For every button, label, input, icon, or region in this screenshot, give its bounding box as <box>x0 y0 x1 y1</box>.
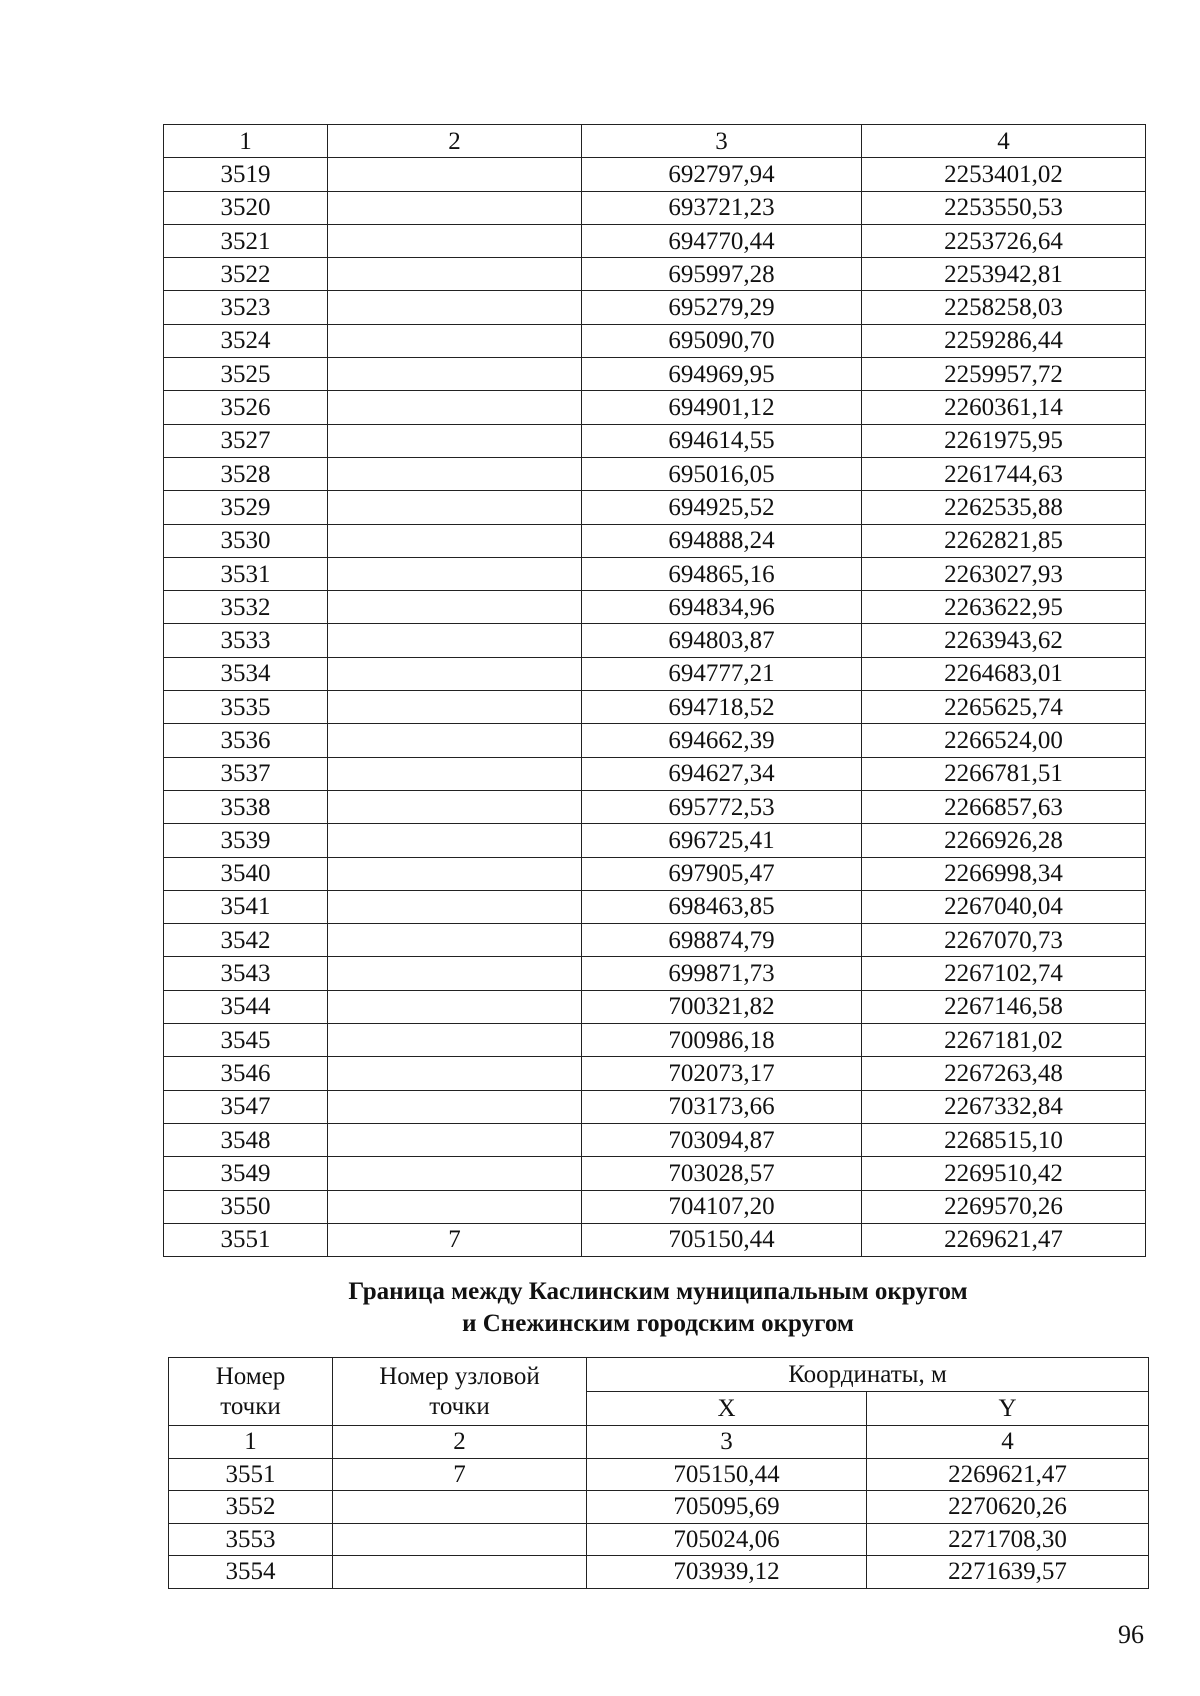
node-number-cell <box>328 724 582 757</box>
boundary-coordinates-table-body <box>169 1458 1149 1588</box>
node-number-cell <box>328 324 582 357</box>
point-number-cell: 3551 <box>169 1458 333 1491</box>
node-number-cell <box>328 591 582 624</box>
x-coordinate-cell: 703094,87 <box>582 1123 862 1156</box>
y-coordinate-cell: 2261744,63 <box>862 457 1146 490</box>
point-number-cell: 3534 <box>164 657 328 690</box>
point-number-cell: 3523 <box>164 291 328 324</box>
y-coordinate-cell: 2268515,10 <box>862 1123 1146 1156</box>
y-coordinate-cell: 2267263,48 <box>862 1057 1146 1090</box>
point-number-cell: 3553 <box>169 1523 333 1556</box>
node-number-cell <box>328 657 582 690</box>
table-row <box>164 424 1146 457</box>
x-coordinate-cell: 694834,96 <box>582 591 862 624</box>
table-row <box>164 1090 1146 1123</box>
x-coordinate-cell: 698463,85 <box>582 890 862 923</box>
point-number-cell: 3550 <box>164 1190 328 1223</box>
node-number-cell <box>328 424 582 457</box>
table-row <box>164 557 1146 590</box>
x-coordinate-cell: 694901,12 <box>582 391 862 424</box>
column-number: 2 <box>333 1426 587 1459</box>
y-coordinate-cell: 2267181,02 <box>862 1024 1146 1057</box>
x-coordinate-cell: 694777,21 <box>582 657 862 690</box>
point-number-cell: 3535 <box>164 691 328 724</box>
node-number-cell <box>328 924 582 957</box>
point-number-cell: 3549 <box>164 1157 328 1190</box>
table-row <box>164 391 1146 424</box>
y-coordinate-cell: 2267332,84 <box>862 1090 1146 1123</box>
point-number-cell: 3532 <box>164 591 328 624</box>
x-coordinate-cell: 698874,79 <box>582 924 862 957</box>
x-coordinate-cell: 694627,34 <box>582 757 862 790</box>
point-number-cell: 3538 <box>164 790 328 823</box>
node-number-cell <box>328 1190 582 1223</box>
point-number-cell: 3543 <box>164 957 328 990</box>
y-coordinate-cell: 2271639,57 <box>867 1556 1149 1589</box>
point-number-cell: 3554 <box>169 1556 333 1589</box>
point-number-cell: 3525 <box>164 358 328 391</box>
y-coordinate-cell: 2271708,30 <box>867 1523 1149 1556</box>
y-coordinate-cell: 2263622,95 <box>862 591 1146 624</box>
column-number: 2 <box>328 125 582 158</box>
point-number-cell: 3548 <box>164 1123 328 1156</box>
table-row <box>164 757 1146 790</box>
table-row <box>164 724 1146 757</box>
x-coordinate-cell: 704107,20 <box>582 1190 862 1223</box>
y-coordinate-cell: 2259286,44 <box>862 324 1146 357</box>
x-coordinate-cell: 694614,55 <box>582 424 862 457</box>
x-coordinate-cell: 696725,41 <box>582 824 862 857</box>
x-coordinate-cell: 703173,66 <box>582 1090 862 1123</box>
point-number-cell: 3536 <box>164 724 328 757</box>
table-row <box>164 890 1146 923</box>
node-number-cell <box>328 957 582 990</box>
node-number-cell <box>333 1556 587 1589</box>
column-number: 1 <box>164 125 328 158</box>
node-number-cell <box>328 1123 582 1156</box>
point-number-cell: 3528 <box>164 457 328 490</box>
point-number-cell: 3520 <box>164 191 328 224</box>
point-number-cell: 3537 <box>164 757 328 790</box>
column-number: 4 <box>867 1426 1149 1459</box>
node-number-cell: 7 <box>328 1223 582 1256</box>
point-number-cell: 3541 <box>164 890 328 923</box>
boundary-coordinates-table <box>168 1357 1149 1589</box>
node-number-cell <box>333 1491 587 1524</box>
x-coordinate-cell: 695772,53 <box>582 790 862 823</box>
node-number-cell <box>328 1057 582 1090</box>
y-coordinate-cell: 2259957,72 <box>862 358 1146 391</box>
node-number-cell <box>328 757 582 790</box>
table-row <box>164 324 1146 357</box>
node-number-cell <box>328 990 582 1023</box>
y-coordinate-cell: 2266524,00 <box>862 724 1146 757</box>
node-number-cell <box>328 391 582 424</box>
point-number-cell: 3521 <box>164 224 328 257</box>
table-row <box>164 158 1146 191</box>
column-number: 4 <box>862 125 1146 158</box>
point-number-cell: 3540 <box>164 857 328 890</box>
table-row <box>169 1556 1149 1589</box>
node-number-cell <box>328 491 582 524</box>
x-coordinate-cell: 695016,05 <box>582 457 862 490</box>
y-coordinate-cell: 2267146,58 <box>862 990 1146 1023</box>
point-number-cell: 3544 <box>164 990 328 1023</box>
point-number-header <box>169 1358 333 1426</box>
point-number-cell: 3542 <box>164 924 328 957</box>
y-coordinate-cell: 2266857,63 <box>862 790 1146 823</box>
y-coordinate-cell: 2267040,04 <box>862 890 1146 923</box>
node-number-cell: 7 <box>333 1458 587 1491</box>
point-number-cell: 3533 <box>164 624 328 657</box>
table-row <box>164 358 1146 391</box>
table-row <box>164 1157 1146 1190</box>
x-coordinate-cell: 705150,44 <box>582 1223 862 1256</box>
table-row <box>169 1491 1149 1524</box>
coordinates-table-body <box>164 158 1146 1257</box>
node-number-cell <box>328 191 582 224</box>
point-number-cell: 3527 <box>164 424 328 457</box>
y-coordinate-cell: 2266998,34 <box>862 857 1146 890</box>
point-number-header-text: Номер точки <box>215 1362 286 1420</box>
x-coordinate-cell: 694662,39 <box>582 724 862 757</box>
x-coordinate-cell: 695997,28 <box>582 258 862 291</box>
section-title <box>163 1276 1153 1340</box>
x-coordinate-cell: 694888,24 <box>582 524 862 557</box>
x-header: X <box>587 1392 867 1426</box>
y-coordinate-cell: 2264683,01 <box>862 657 1146 690</box>
y-coordinate-cell: 2262535,88 <box>862 491 1146 524</box>
node-number-cell <box>328 158 582 191</box>
y-coordinate-cell: 2253401,02 <box>862 158 1146 191</box>
x-coordinate-cell: 694718,52 <box>582 691 862 724</box>
node-number-cell <box>328 457 582 490</box>
table-row <box>164 824 1146 857</box>
point-number-cell: 3526 <box>164 391 328 424</box>
table-row <box>164 1190 1146 1223</box>
y-coordinate-cell: 2263027,93 <box>862 557 1146 590</box>
node-number-cell <box>328 291 582 324</box>
table-row <box>164 924 1146 957</box>
y-coordinate-cell: 2269621,47 <box>867 1458 1149 1491</box>
x-coordinate-cell: 700986,18 <box>582 1024 862 1057</box>
table-row <box>164 1057 1146 1090</box>
y-coordinate-cell: 2269621,47 <box>862 1223 1146 1256</box>
node-number-cell <box>328 1157 582 1190</box>
table-row <box>169 1523 1149 1556</box>
y-coordinate-cell: 2266926,28 <box>862 824 1146 857</box>
y-coordinate-cell: 2265625,74 <box>862 691 1146 724</box>
point-number-cell: 3524 <box>164 324 328 357</box>
point-number-cell: 3547 <box>164 1090 328 1123</box>
point-number-cell: 3522 <box>164 258 328 291</box>
y-coordinate-cell: 2253726,64 <box>862 224 1146 257</box>
point-number-cell: 3519 <box>164 158 328 191</box>
y-coordinate-cell: 2266781,51 <box>862 757 1146 790</box>
table-row <box>164 1223 1146 1256</box>
node-number-cell <box>328 224 582 257</box>
node-number-cell <box>328 890 582 923</box>
point-number-cell: 3546 <box>164 1057 328 1090</box>
y-coordinate-cell: 2267102,74 <box>862 957 1146 990</box>
y-coordinate-cell: 2258258,03 <box>862 291 1146 324</box>
header-row <box>169 1358 1149 1392</box>
x-coordinate-cell: 694969,95 <box>582 358 862 391</box>
y-coordinate-cell: 2261975,95 <box>862 424 1146 457</box>
column-number: 1 <box>169 1426 333 1459</box>
section-title-line-1: Граница между Каслинским муниципальным округом <box>348 1278 968 1305</box>
point-number-cell: 3552 <box>169 1491 333 1524</box>
x-coordinate-cell: 692797,94 <box>582 158 862 191</box>
node-number-cell <box>328 1024 582 1057</box>
point-number-cell: 3545 <box>164 1024 328 1057</box>
table-row <box>164 1123 1146 1156</box>
x-coordinate-cell: 705024,06 <box>587 1523 867 1556</box>
node-number-header <box>333 1358 587 1426</box>
x-coordinate-cell: 695090,70 <box>582 324 862 357</box>
table-row <box>164 990 1146 1023</box>
table-row <box>164 691 1146 724</box>
table-row <box>164 657 1146 690</box>
x-coordinate-cell: 700321,82 <box>582 990 862 1023</box>
x-coordinate-cell: 694925,52 <box>582 491 862 524</box>
y-coordinate-cell: 2262821,85 <box>862 524 1146 557</box>
page-number: 96 <box>1118 1620 1144 1649</box>
point-number-cell: 3530 <box>164 524 328 557</box>
table-row <box>164 258 1146 291</box>
node-number-cell <box>328 824 582 857</box>
table-row <box>164 1024 1146 1057</box>
x-coordinate-cell: 694865,16 <box>582 557 862 590</box>
x-coordinate-cell: 705150,44 <box>587 1458 867 1491</box>
column-number: 3 <box>582 125 862 158</box>
table-row <box>164 857 1146 890</box>
x-coordinate-cell: 703939,12 <box>587 1556 867 1589</box>
table-row <box>164 957 1146 990</box>
y-header: Y <box>867 1392 1149 1426</box>
node-number-cell <box>328 790 582 823</box>
column-number-row <box>164 125 1146 158</box>
table-row <box>164 291 1146 324</box>
table-row <box>164 224 1146 257</box>
table-row <box>164 524 1146 557</box>
x-coordinate-cell: 705095,69 <box>587 1491 867 1524</box>
coordinates-header: Координаты, м <box>587 1358 1149 1392</box>
y-coordinate-cell: 2270620,26 <box>867 1491 1149 1524</box>
point-number-cell: 3539 <box>164 824 328 857</box>
table-row <box>164 591 1146 624</box>
x-coordinate-cell: 699871,73 <box>582 957 862 990</box>
point-number-cell: 3529 <box>164 491 328 524</box>
x-coordinate-cell: 694770,44 <box>582 224 862 257</box>
node-number-header-text: Номер узловой точки <box>379 1362 540 1420</box>
table-row <box>164 624 1146 657</box>
point-number-cell: 3551 <box>164 1223 328 1256</box>
coordinates-table-continued <box>163 124 1146 1257</box>
y-coordinate-cell: 2263943,62 <box>862 624 1146 657</box>
column-number-row <box>169 1426 1149 1459</box>
y-coordinate-cell: 2267070,73 <box>862 924 1146 957</box>
x-coordinate-cell: 695279,29 <box>582 291 862 324</box>
point-number-cell: 3531 <box>164 557 328 590</box>
section-title-line-2: и Снежинским городским округом <box>462 1310 854 1337</box>
node-number-cell <box>328 691 582 724</box>
node-number-cell <box>328 1090 582 1123</box>
node-number-cell <box>328 624 582 657</box>
node-number-cell <box>328 524 582 557</box>
x-coordinate-cell: 697905,47 <box>582 857 862 890</box>
table-row <box>164 191 1146 224</box>
x-coordinate-cell: 693721,23 <box>582 191 862 224</box>
x-coordinate-cell: 702073,17 <box>582 1057 862 1090</box>
table-row <box>169 1458 1149 1491</box>
table-row <box>164 457 1146 490</box>
y-coordinate-cell: 2269570,26 <box>862 1190 1146 1223</box>
y-coordinate-cell: 2260361,14 <box>862 391 1146 424</box>
node-number-cell <box>328 358 582 391</box>
node-number-cell <box>328 857 582 890</box>
table-row <box>164 790 1146 823</box>
table-row <box>164 491 1146 524</box>
node-number-cell <box>328 258 582 291</box>
node-number-cell <box>328 557 582 590</box>
x-coordinate-cell: 703028,57 <box>582 1157 862 1190</box>
y-coordinate-cell: 2269510,42 <box>862 1157 1146 1190</box>
y-coordinate-cell: 2253550,53 <box>862 191 1146 224</box>
node-number-cell <box>333 1523 587 1556</box>
y-coordinate-cell: 2253942,81 <box>862 258 1146 291</box>
column-number: 3 <box>587 1426 867 1459</box>
x-coordinate-cell: 694803,87 <box>582 624 862 657</box>
